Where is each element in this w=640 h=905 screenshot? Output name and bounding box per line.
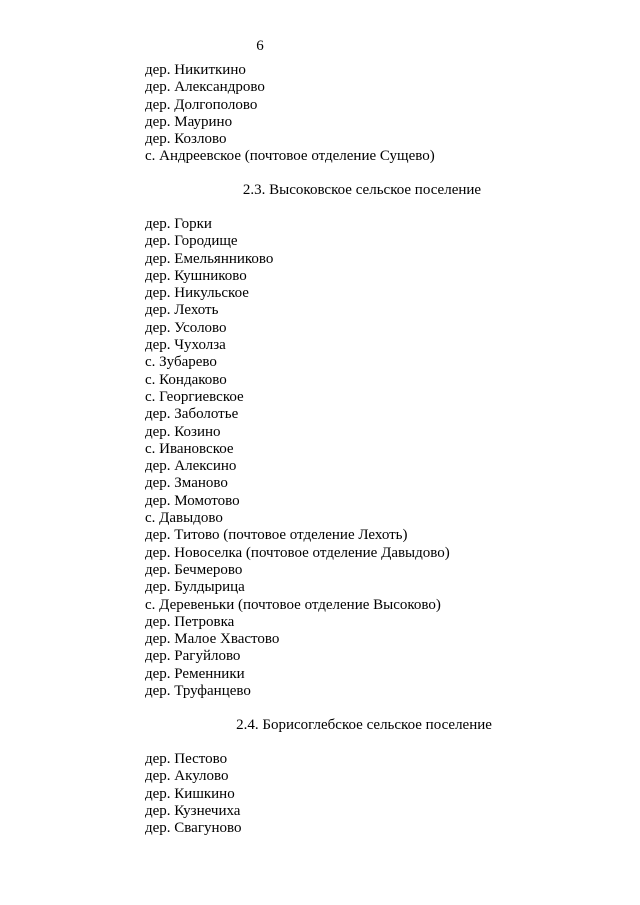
list-item: дер. Зманово (145, 475, 228, 492)
list-item: дер. Труфанцево (145, 683, 251, 700)
list-item: с. Андреевское (почтовое отделение Сущево) (145, 148, 435, 165)
section-heading-2-4: 2.4. Борисоглебское сельское поселение (236, 717, 492, 733)
settlement-list-top (145, 62, 435, 166)
list-item: дер. Долгополово (145, 96, 258, 113)
list-item: дер. Емельянниково (145, 250, 274, 267)
list-item: дер. Момотово (145, 492, 240, 509)
list-item: дер. Горки (145, 216, 212, 232)
list-item: дер. Булдырица (145, 579, 245, 596)
list-item: дер. Ременники (145, 665, 245, 682)
list-item: с. Деревеньки (почтовое отделение Высоково) (145, 596, 441, 613)
list-item: дер. Рагуйлово (145, 648, 241, 665)
list-item: дер. Алексино (145, 458, 237, 475)
list-item: с. Ивановское (145, 440, 234, 457)
list-item: дер. Кушниково (145, 267, 247, 284)
section-heading-2-3: 2.3. Высоковское сельское поселение (242, 182, 482, 198)
list-item: дер. Маурино (145, 113, 233, 130)
settlement-list-2-4 (145, 751, 242, 837)
list-item: с. Георгиевское (145, 388, 244, 405)
list-item: дер. Акулово (145, 768, 229, 785)
list-item: дер. Малое Хвастово (145, 631, 280, 648)
list-item: дер. Никиткино (145, 62, 246, 78)
list-item: дер. Титово (почтовое отделение Лехоть) (145, 527, 408, 544)
list-item: дер. Козино (145, 423, 221, 440)
list-item: дер. Лехоть (145, 302, 219, 319)
list-item: дер. Городище (145, 233, 238, 250)
list-item: дер. Кишкино (145, 785, 235, 802)
list-item: дер. Петровка (145, 613, 235, 630)
page-number: 6 (256, 38, 264, 54)
list-item: дер. Никульское (145, 285, 249, 302)
list-item: дер. Александрово (145, 79, 265, 96)
list-item: с. Зубарево (145, 354, 217, 371)
list-item: дер. Заболотье (145, 406, 239, 423)
list-item: дер. Свагуново (145, 820, 242, 837)
list-item: дер. Кузнечиха (145, 802, 241, 819)
settlement-list-2-3 (145, 216, 450, 700)
list-item: дер. Козлово (145, 131, 227, 148)
list-item: дер. Новоселка (почтовое отделение Давыдово) (145, 544, 450, 561)
list-item: дер. Усолово (145, 319, 227, 336)
list-item: дер. Чухолза (145, 337, 226, 354)
list-item: дер. Бечмерово (145, 561, 243, 578)
list-item: с. Кондаково (145, 371, 227, 388)
list-item: дер. Пестово (145, 751, 228, 767)
list-item: с. Давыдово (145, 510, 223, 527)
